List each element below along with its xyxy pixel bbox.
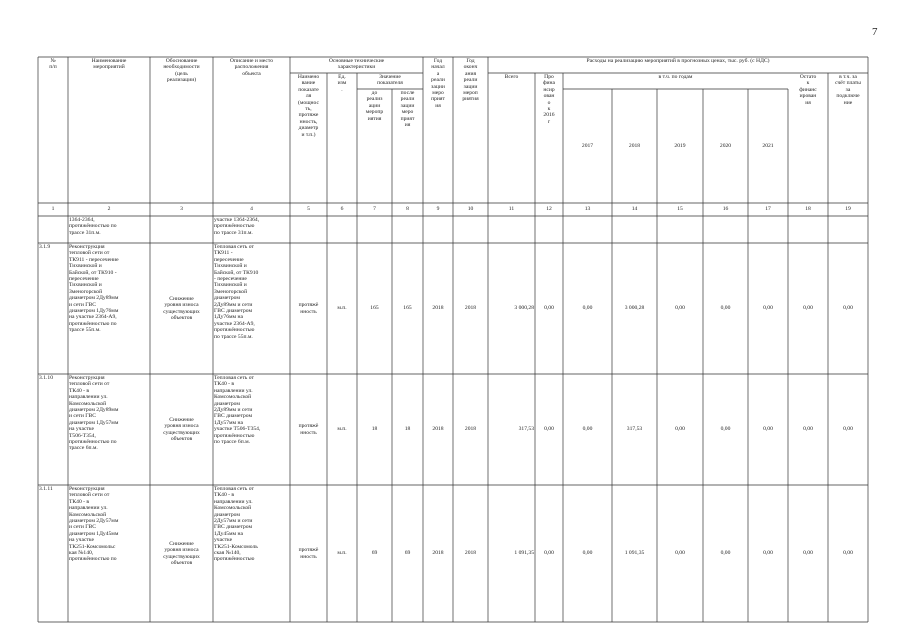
header-year: 2018 xyxy=(628,142,641,149)
table-cell-connection-fee: 0,00 xyxy=(843,550,853,557)
column-number: 4 xyxy=(250,206,253,213)
table-cell-before xyxy=(358,217,391,242)
table-cell-y2017: 0,00 xyxy=(582,550,593,557)
table-cell-remaining: 0,00 xyxy=(803,550,813,557)
table-cell-after: 69 xyxy=(404,550,411,557)
table-cell-total: 3 000,28 xyxy=(514,305,534,312)
header-year: 2017 xyxy=(581,142,594,149)
table-cell-name: Реконструкция тепловой сети от ТК40 - в направлении ул. Комсомольской диаметром 2Ду57мм и сети ГВС диаметром 1Ду45мм на участке ТК251-Комсомольс кая №140, протяжённостью по xyxy=(69,486,119,563)
table-cell-year-end: 2018 xyxy=(464,305,477,312)
table-cell-y2019: 0,00 xyxy=(675,550,685,557)
table-cell-unit xyxy=(328,217,356,242)
table-cell-financed: 0,00 xyxy=(544,305,554,312)
table-cell-justification xyxy=(151,217,212,242)
column-number: 1 xyxy=(51,206,55,213)
header-year: 2019 xyxy=(674,142,686,149)
column-number: 3 xyxy=(180,206,183,213)
table-cell-total xyxy=(489,217,534,242)
table-cell-unit: м.п. xyxy=(337,426,347,433)
table-cell-year-start: 2018 xyxy=(432,305,444,312)
page-number: 7 xyxy=(872,26,878,38)
header-year: 2021 xyxy=(762,142,774,149)
table-cell-y2021: 0,00 xyxy=(763,550,773,557)
table-cell-num: 3.1.11 xyxy=(39,486,53,492)
header-financed: Про фина нсир ован о к 2016 г xyxy=(542,74,556,125)
column-number: 6 xyxy=(340,206,344,213)
table-cell-year-end xyxy=(454,217,487,242)
header-year-start: Год начал а реали зации меро прият ия xyxy=(431,58,445,109)
column-number: 12 xyxy=(546,206,552,213)
table-cell-y2021 xyxy=(749,217,787,242)
header-value-before: до реализ ации меропр иятия xyxy=(365,90,384,122)
header-connection-fee: в т.ч. за счёт платы за подключе ние xyxy=(835,74,861,106)
header-by-years: в т.ч. по годам xyxy=(658,74,693,80)
table-cell-unit: м.п. xyxy=(337,550,347,557)
table-cell-tech-name: протяжё нность xyxy=(298,547,319,560)
table-cell-year-end: 2018 xyxy=(464,550,477,557)
header-expenses-group: Расходы на реализацию мероприятий в прогнозных ценах, тыс. руб. (с НДС) xyxy=(586,58,770,64)
column-number: 17 xyxy=(765,206,771,213)
table-cell-total: 1 091,35 xyxy=(514,550,534,557)
table-cell-y2020: 0,00 xyxy=(720,550,731,557)
table-cell-remaining: 0,00 xyxy=(803,426,813,433)
table-cell-y2018 xyxy=(613,217,656,242)
column-number: 7 xyxy=(373,206,376,213)
table-cell-y2018: 3 000,28 xyxy=(624,305,645,312)
column-number: 15 xyxy=(677,206,683,213)
table-cell-y2017: 0,00 xyxy=(582,305,593,312)
table-cell-justification: Снижение уровня износа существующих объектов xyxy=(163,295,200,321)
table-cell-description: Тепловая сеть от ТК40 - в направлении ул. Комсомольской диаметром 2Ду89мм и сети ГВС диаметром 1Ду57мм на участке Т506-Т354, протяжённостью по трассе 6п.м. xyxy=(214,375,261,446)
table-cell-connection-fee: 0,00 xyxy=(843,426,853,433)
header-year: 2020 xyxy=(719,142,732,149)
column-number: 5 xyxy=(307,206,310,213)
table-cell-year-start xyxy=(424,217,452,242)
table-cell-justification: Снижение уровня износа существующих объектов xyxy=(163,416,200,442)
table-cell-year-start: 2018 xyxy=(432,426,444,433)
column-number: 18 xyxy=(805,206,811,213)
table-cell-tech-name xyxy=(291,217,326,242)
table-cell-name: Реконструкция тепловой сети от ТК40 - в направлении ул. Комсомольской диаметром 2Ду89мм и сети ГВС диаметром 1Ду57мм на участке Т506-Т354, протяжённостью по трассе 6п.м. xyxy=(69,375,119,452)
column-number: 13 xyxy=(584,206,591,213)
table-cell-y2018: 1 091,35 xyxy=(624,550,645,557)
table-cell-remaining xyxy=(789,217,827,242)
header-total: Всего xyxy=(504,74,519,80)
table-cell-before: 165 xyxy=(370,305,379,312)
header-description: Описание и место расположения объекта xyxy=(229,58,274,77)
table-cell-y2020: 0,00 xyxy=(720,426,731,433)
table-cell-justification: Снижение уровня износа существующих объектов xyxy=(163,540,200,566)
table-cell-connection-fee: 0,00 xyxy=(843,305,853,312)
column-number: 9 xyxy=(436,206,440,213)
table-cell-description: Тепловая сеть от ТК40 - в направлении ул. Комсомольской диаметром 2Ду57мм и сети ГВС диаметром 1Ду45мм на участке ТК251-Комсомоль ская №140, протяжённостью xyxy=(214,486,258,563)
table-cell-tech-name: протяжё нность xyxy=(298,302,319,315)
header-name: Наименование мероприятий xyxy=(91,58,127,71)
table-cell-y2020 xyxy=(704,217,747,242)
table-cell-tech-name: протяжё нность xyxy=(298,423,319,436)
table-cell-y2018: 317,53 xyxy=(626,426,643,433)
table-cell-after: 18 xyxy=(404,426,411,433)
header-year-end: Год оконч ания реали зации мероп риятия xyxy=(462,58,479,103)
table-cell-y2019: 0,00 xyxy=(675,305,685,312)
table-cell-after: 165 xyxy=(403,305,412,312)
header-value-group: Значение показателя xyxy=(377,74,403,87)
column-number: 8 xyxy=(406,206,409,213)
table-cell-financed: 0,00 xyxy=(544,426,554,433)
column-number: 10 xyxy=(467,206,474,213)
header-justification: Обоснование необходимости (цель реализации) xyxy=(163,58,200,84)
table-cell-num xyxy=(39,217,67,242)
table-cell-y2021: 0,00 xyxy=(763,426,773,433)
header-remaining: Остато к финанс ирован ия xyxy=(799,74,817,106)
table-cell-after xyxy=(393,217,422,242)
column-number: 14 xyxy=(631,206,638,213)
table-cell-before: 69 xyxy=(371,550,378,557)
table-cell-name: Реконструкция тепловой сети от ТК911 - пересечение Тихвинской и Байской, от ТК910 - пересечение Тихвинской и Зменогорской диаметром 2Ду89мм и сети ГВС диаметром 1Ду76мм на участке 2364-А9, протяжённостью по трассе 55п.м. xyxy=(69,244,119,334)
column-number: 16 xyxy=(722,206,729,213)
table-cell-y2017: 0,00 xyxy=(582,426,593,433)
table-cell-y2019: 0,00 xyxy=(675,426,685,433)
column-number: 2 xyxy=(107,206,111,213)
table-cell-description: Тепловая сеть от ТК911 - пересечение Тихвинской и Байской, от ТК910 - пересечение Тихвинской и Зменогорской диаметром 2Ду89мм и сети ГВС диаметром 1Ду76мм на участке 2364-А9, протяжённостью по трассе 55п.м. xyxy=(214,244,259,340)
header-tech-name: Наимено вание показате ля (мощнос ть, протяже нность, диаметр и т.п.) xyxy=(297,74,320,138)
header-value-after: после реали зации меро прият ия xyxy=(400,90,415,129)
table-cell-y2019 xyxy=(658,217,702,242)
header-tech-group: Основные технические характеристики xyxy=(328,58,385,71)
table-cell-financed xyxy=(536,217,562,242)
table-cell-num: 3.1.9 xyxy=(39,244,51,250)
table-cell-name: 1364-2364, протяжённостью по трассе 31п.м. xyxy=(69,217,117,236)
table-cell-before: 18 xyxy=(371,426,378,433)
table-cell-num: 3.1.10 xyxy=(39,375,53,381)
table-cell-remaining: 0,00 xyxy=(803,305,813,312)
table-cell-description: участке 1364-2364, протяжённостью по трассе 31п.м. xyxy=(214,217,260,236)
column-number: 11 xyxy=(508,206,515,213)
table-cell-financed: 0,00 xyxy=(544,550,554,557)
table-cell-y2017 xyxy=(564,217,611,242)
table-cell-unit: м.п. xyxy=(337,305,347,312)
table-cell-y2020: 0,00 xyxy=(720,305,731,312)
table-cell-total: 317,53 xyxy=(518,426,534,433)
header-num: № п/п xyxy=(49,58,57,71)
table-cell-year-end: 2018 xyxy=(464,426,477,433)
header-unit: Ед. изм . xyxy=(337,74,347,93)
column-number: 19 xyxy=(845,206,851,213)
table-cell-connection-fee xyxy=(829,217,867,242)
table-cell-y2021: 0,00 xyxy=(763,305,773,312)
table-cell-year-start: 2018 xyxy=(432,550,444,557)
